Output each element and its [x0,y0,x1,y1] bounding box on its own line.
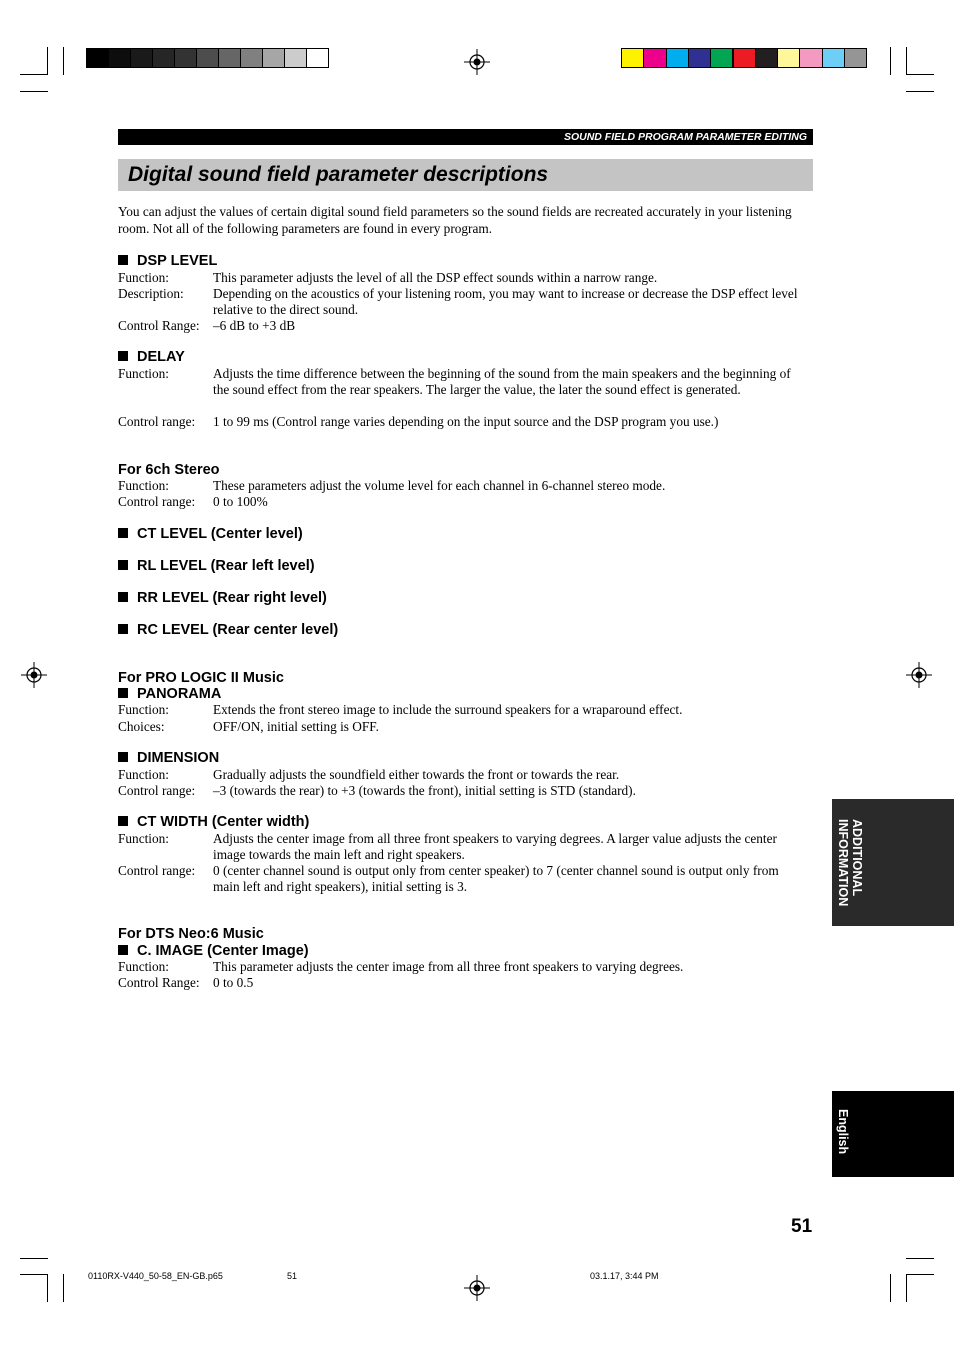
field-value: This parameter adjusts the level of all the DSP effect sounds within a narrow range. [213,270,658,285]
color-swatch [688,48,711,68]
dsp-level-description-row [118,286,808,318]
rl-level-heading [118,558,315,575]
tab-label: English [836,1109,850,1155]
registration-mark-icon [464,1275,490,1301]
field-value: Depending on the acoustics of your listening room, you may want to increase or decrease the DSP effect level relative to the direct sound. [213,286,798,317]
field-value: OFF/ON, initial setting is OFF. [213,719,379,734]
field-value: 0 (center channel sound is output only from center speaker) to 7 (center channel sound is output only from main left and right speakers), initial setting is 3. [213,863,779,894]
six-ch-stereo-heading: For 6ch Stereo [118,462,220,478]
delay-function-row [118,366,808,398]
color-swatch [306,48,329,68]
color-swatch [822,48,845,68]
field-label: Control range: [118,414,196,429]
page-title: Digital sound field parameter descriptions [118,159,813,191]
c-image-function-row [118,959,808,975]
field-value: 0 to 100% [213,494,268,509]
intro-paragraph: You can adjust the values of certain digital sound field parameters so the sound fields are recreated accurately in your listening room. Not all of the following parameters are found in every program. [118,204,792,236]
field-label: Control Range: [118,318,200,333]
field-label: Function: [118,366,169,381]
color-swatch [733,48,756,68]
language-tab [832,1091,954,1177]
square-bullet-icon [118,255,128,265]
section-header-bar: SOUND FIELD PROGRAM PARAMETER EDITING [118,129,813,145]
ct-width-range-row [118,863,808,895]
field-value: Gradually adjusts the soundfield either towards the front or towards the rear. [213,767,620,782]
field-label: Function: [118,702,169,717]
heading-text: RL LEVEL (Rear left level) [137,558,315,574]
color-swatch [284,48,307,68]
square-bullet-icon [118,945,128,955]
ct-level-heading [118,526,303,543]
color-swatch [777,48,800,68]
field-label: Function: [118,767,169,782]
heading-text: CT LEVEL (Center level) [137,526,303,542]
color-swatch [240,48,263,68]
color-swatch [844,48,867,68]
color-swatch [262,48,285,68]
pro-logic-heading: For PRO LOGIC II Music [118,670,284,686]
field-label: Control range: [118,783,196,798]
footer-filename: 0110RX-V440_50-58_EN-GB.p65 [88,1271,223,1281]
field-label: Function: [118,831,169,846]
field-value: 1 to 99 ms (Control range varies depending on the input source and the DSP program you use.) [213,414,719,429]
heading-text: C. IMAGE (Center Image) [137,943,309,959]
field-label: Function: [118,270,169,285]
registration-mark-icon [21,662,47,688]
color-swatch [799,48,822,68]
field-value: –3 (towards the rear) to +3 (towards the front), initial setting is STD (standard). [213,783,636,798]
color-swatch [174,48,197,68]
footer-date: 03.1.17, 3:44 PM [590,1271,659,1281]
heading-text: CT WIDTH (Center width) [137,814,310,830]
field-label: Control range: [118,494,196,509]
color-swatch [108,48,131,68]
tab-label: ADDITIONAL INFORMATION [836,819,864,907]
color-swatch [666,48,689,68]
field-value: Extends the front stereo image to include the surround speakers for a wraparound effect. [213,702,683,717]
heading-text: RR LEVEL (Rear right level) [137,590,327,606]
square-bullet-icon [118,688,128,698]
square-bullet-icon [118,816,128,826]
panorama-function-row [118,702,808,718]
heading-text: DIMENSION [137,750,220,766]
color-swatch [152,48,175,68]
dsp-level-heading [118,253,217,270]
heading-text: RC LEVEL (Rear center level) [137,622,339,638]
six-ch-range-row [118,494,808,510]
ct-width-heading [118,814,309,831]
square-bullet-icon [118,528,128,538]
color-swatch [621,48,644,68]
dts-neo6-heading: For DTS Neo:6 Music [118,926,264,942]
field-value: This parameter adjusts the center image from all three front speakers to varying degrees. [213,959,684,974]
square-bullet-icon [118,351,128,361]
dsp-level-function-row [118,270,808,286]
square-bullet-icon [118,624,128,634]
heading-text: PANORAMA [137,686,222,702]
color-swatch [218,48,241,68]
field-value: Adjusts the time difference between the beginning of the sound from the main speakers and the beginning of the sound effect from the rear speakers. The larger the value, the later the sound effect is generated. [213,366,791,397]
panorama-heading [118,686,221,703]
delay-range-row [118,414,808,430]
rr-level-heading [118,590,327,607]
square-bullet-icon [118,752,128,762]
color-swatch [755,48,778,68]
field-label: Function: [118,959,169,974]
field-label: Description: [118,286,184,301]
footer-page: 51 [287,1271,298,1281]
square-bullet-icon [118,592,128,602]
color-swatch [643,48,666,68]
ct-width-function-row [118,831,808,863]
field-value: –6 dB to +3 dB [213,318,296,333]
panorama-choices-row [118,719,808,735]
field-label: Control Range: [118,975,200,990]
dsp-level-range-row [118,318,808,334]
dimension-heading [118,750,219,767]
registration-mark-icon [906,662,932,688]
additional-information-tab [832,799,954,926]
six-ch-function-row [118,478,808,494]
field-value: 0 to 0.5 [213,975,254,990]
color-swatch [710,48,733,68]
rc-level-heading [118,622,338,639]
delay-heading [118,349,185,366]
color-swatch [86,48,109,68]
color-swatch [130,48,153,68]
dimension-function-row [118,767,808,783]
page-number: 51 [791,1216,813,1237]
heading-text: DELAY [137,349,185,365]
field-label: Function: [118,478,169,493]
heading-text: DSP LEVEL [137,253,218,269]
square-bullet-icon [118,560,128,570]
field-value: Adjusts the center image from all three front speakers to varying degrees. A larger value adjusts the center image towards the main left and right speakers. [213,831,777,862]
field-label: Control range: [118,863,196,878]
registration-mark-icon [464,49,490,75]
color-swatch [196,48,219,68]
dimension-range-row [118,783,808,799]
c-image-heading [118,943,309,960]
field-label: Choices: [118,719,165,734]
field-value: These parameters adjust the volume level for each channel in 6-channel stereo mode. [213,478,666,493]
c-image-range-row [118,975,808,991]
